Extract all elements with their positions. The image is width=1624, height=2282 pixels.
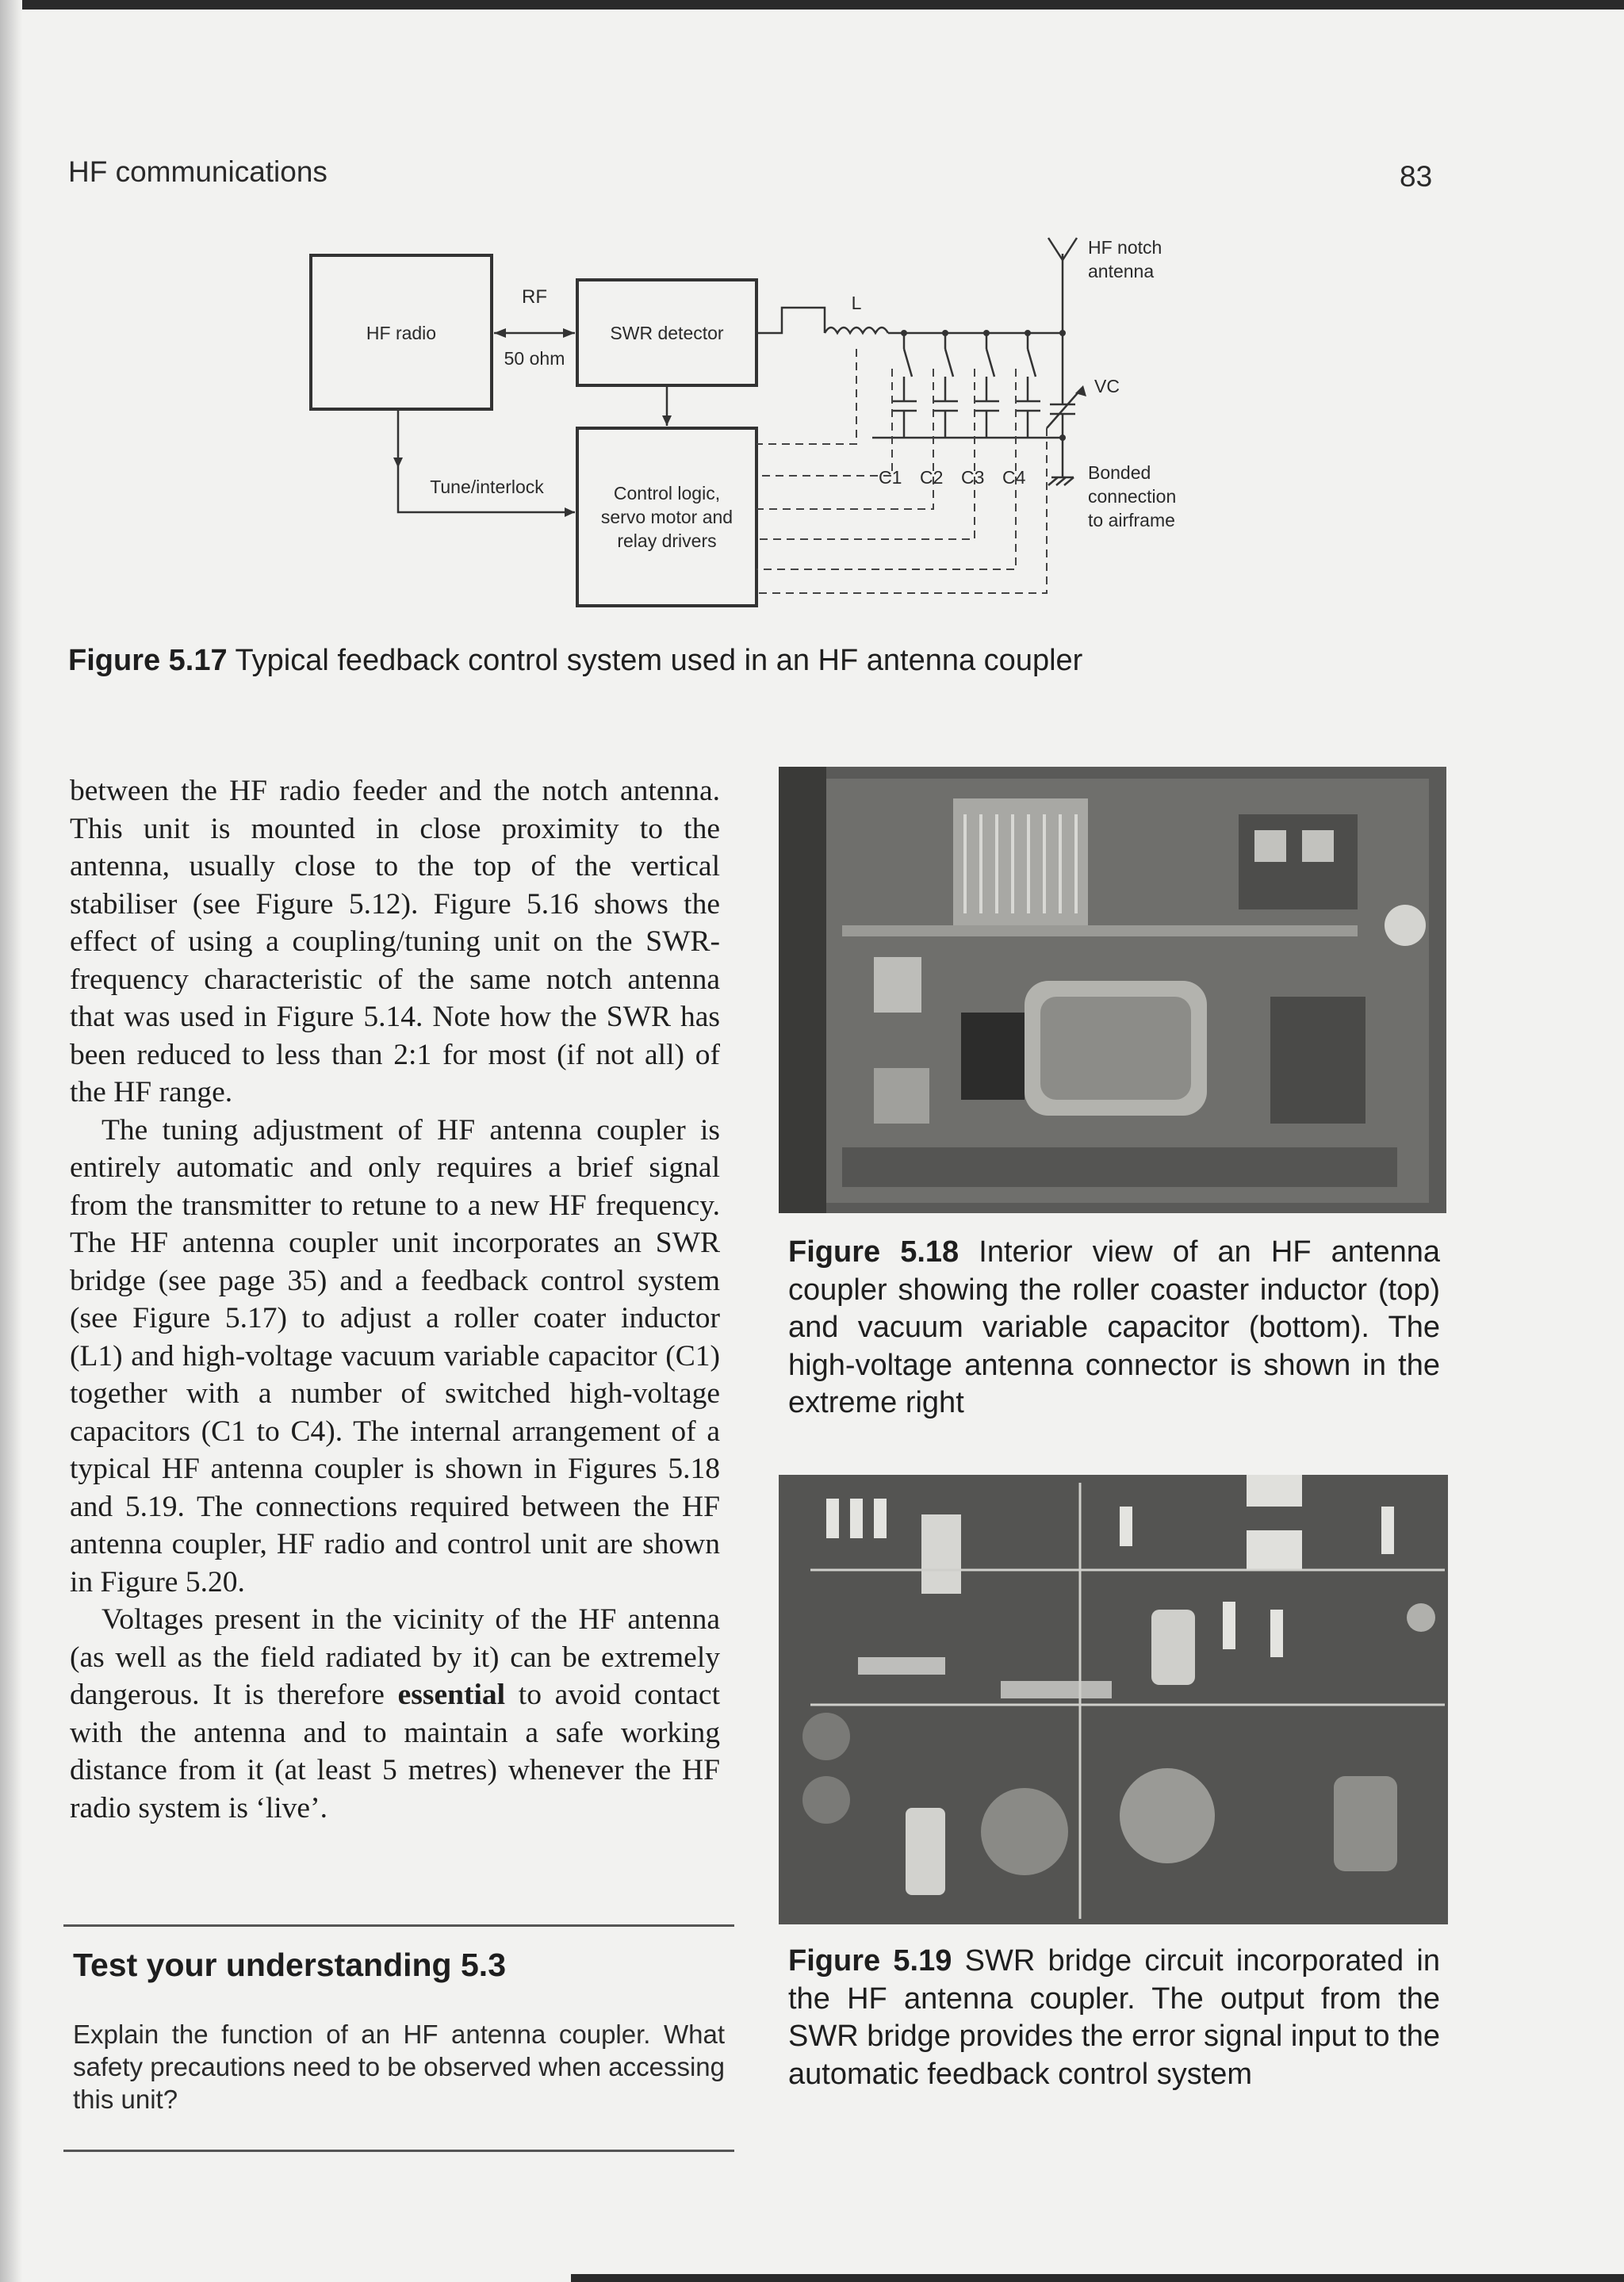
figure-5-19-caption <box>788 1943 1440 2093</box>
label-vc: VC <box>1094 376 1120 396</box>
page-binding-shadow <box>0 0 22 2282</box>
figure-5-18-caption <box>788 1234 1440 1422</box>
figure-5-19-label: Figure 5.19 <box>788 1944 952 1978</box>
figure-5-17-caption <box>68 644 1416 678</box>
test-box-top-rule <box>63 1924 734 1927</box>
label-antenna: antenna <box>1088 261 1155 281</box>
label-swr-detector: SWR detector <box>610 323 724 343</box>
label-to-airframe: to airframe <box>1088 510 1175 530</box>
label-servo-motor: servo motor and <box>600 507 733 527</box>
label-hf-notch: HF notch <box>1088 237 1162 258</box>
body-text <box>70 772 720 1827</box>
figure-5-17-diagram <box>301 230 1221 618</box>
figure-5-18-caption-text: Interior view of an HF antenna coupler showing the roller coaster inductor (top) and vacuum variable capacitor (bottom). The high-voltage antenna connector is shown in the extreme right <box>788 1235 1440 1419</box>
body-paragraph-2: The tuning adjustment of HF antenna coupler is entirely automatic and only requires a brief signal from the transmitter to retune to a new HF frequency. The HF antenna coupler unit incorporates an SWR bridge (see page 35) and a feedback control system (see Figure 5.17) to adjust a roller coater inductor (L1) and high-voltage vacuum variable capacitor (C1) together with a number of switched high-voltage capacitors (C1 to C4). The internal arrangement of a typical HF antenna coupler is shown in Figures 5.18 and 5.19. The connections required between the HF antenna coupler, HF radio and control unit are shown in Figure 5.20. <box>70 1113 720 1599</box>
body-paragraph-3 <box>70 1601 720 1827</box>
page-number: 83 <box>1400 160 1433 193</box>
figure-5-18-label: Figure 5.18 <box>788 1235 959 1269</box>
label-control-logic: Control logic, <box>613 483 721 503</box>
figure-5-19-caption-text: SWR bridge circuit incorporated in the HF antenna coupler. The output from the SWR bridge provides the error signal input to the automatic feedback control system <box>788 1944 1440 2091</box>
page-bottom-edge <box>571 2274 1624 2282</box>
test-box-bottom-rule <box>63 2150 734 2152</box>
figure-5-17-label: Figure 5.17 <box>68 644 228 677</box>
label-hf-radio: HF radio <box>366 323 437 343</box>
body-paragraph-1: between the HF radio feeder and the notch antenna. This unit is mounted in close proximity to the antenna, usually close to the top of the vertical stabiliser (see Figure 5.12). Figure 5.16 shows the effect of using a coupling/tuning unit on the SWR-frequency characteristic of the same notch antenna that was used in Figure 5.14. Note how the SWR has been reduced to less than 2:1 for most (if not all) of the HF range. <box>70 775 720 1108</box>
label-connection: connection <box>1088 486 1177 507</box>
test-your-understanding-title: Test your understanding 5.3 <box>73 1947 506 1983</box>
figure-5-17-caption-text: Typical feedback control system used in an HF antenna coupler <box>227 644 1083 677</box>
label-c4: C4 <box>1002 467 1026 488</box>
test-your-understanding-question: Explain the function of an HF antenna coupler. What safety precautions need to be observed when accessing this unit? <box>73 2020 725 2114</box>
label-bonded: Bonded <box>1088 462 1151 483</box>
running-head: HF communications <box>68 155 327 188</box>
label-tune-interlock: Tune/interlock <box>430 477 544 497</box>
page-top-edge <box>0 0 1624 10</box>
label-c2: C2 <box>920 467 944 488</box>
label-c1: C1 <box>879 467 902 488</box>
para3-text-b: to avoid contact with the antenna and to maintain a safe working distance from it (at least 5 metres) whenever the HF radio system is ‘live’. <box>70 1679 720 1824</box>
para3-bold-word: essential <box>397 1679 506 1711</box>
label-inductor: L <box>851 293 862 313</box>
label-50-ohm: 50 ohm <box>504 348 565 369</box>
figure-5-18-photo <box>779 767 1446 1213</box>
label-relay-drivers: relay drivers <box>617 530 717 551</box>
label-c3: C3 <box>961 467 985 488</box>
para3-text-a: Voltages present in the vicinity of the HF antenna (as well as the field radiated by it) can be extremely dangerous. It is therefore <box>70 1603 720 1711</box>
label-rf: RF <box>522 286 547 308</box>
figure-5-19-photo <box>779 1475 1448 1924</box>
